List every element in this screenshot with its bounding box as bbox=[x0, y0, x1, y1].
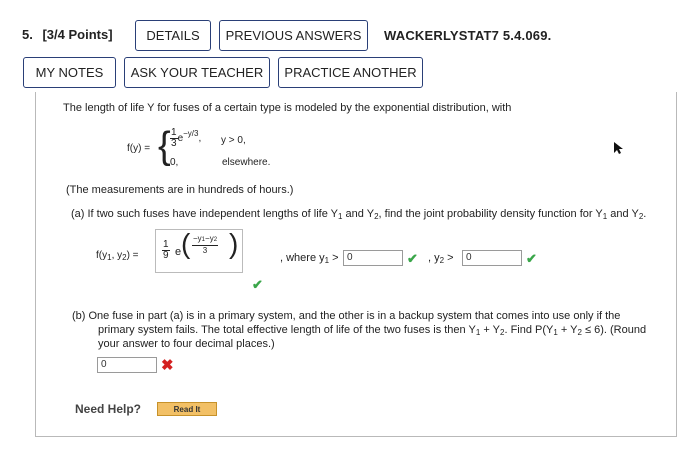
course-code: WACKERLYSTAT7 5.4.069. bbox=[384, 28, 552, 43]
joint-density-answer[interactable]: $\frac{1}{9}$ e ( $\frac{-y1-y2}{3}$ ) bbox=[155, 229, 243, 273]
fy-label: f(y) = bbox=[127, 143, 151, 154]
y2-bound-input[interactable]: 0 bbox=[462, 250, 522, 266]
case1-condition: y > 0, bbox=[221, 135, 246, 146]
practice-another-button[interactable]: PRACTICE ANOTHER bbox=[278, 57, 423, 88]
check-icon: ✔ bbox=[526, 251, 537, 266]
need-help-label: Need Help? bbox=[75, 402, 142, 416]
y1-bound-input[interactable]: 0 bbox=[343, 250, 403, 266]
units-note: (The measurements are in hundreds of hours.) bbox=[66, 184, 294, 196]
check-icon: ✔ bbox=[252, 277, 263, 292]
part-b-prompt-line1: (b) One fuse in part (a) is in a primary system, and the other is in a backup system that comes into use only if the bbox=[72, 310, 621, 322]
density-case2: 0, bbox=[170, 157, 179, 168]
brace-icon: { bbox=[158, 125, 171, 167]
density-case1: $\frac{1}{3}$ $e^{-y/3}$, bbox=[171, 127, 202, 149]
question-number: 5. [3/4 Points] bbox=[22, 27, 113, 42]
part-a-prompt: (a) If two such fuses have independent lengths of life $Y_1$ and $Y_2$, find the joint probability density function for $Y_1$ and $Y_2$. bbox=[71, 208, 647, 221]
y2-label: , $y_2$ > bbox=[428, 252, 454, 265]
previous-answers-button[interactable]: PREVIOUS ANSWERS bbox=[219, 20, 368, 51]
paren-left-icon: ( bbox=[181, 228, 191, 259]
joint-density-label: $f(y_1$, $y_2$) = bbox=[96, 250, 139, 262]
my-notes-button[interactable]: MY NOTES bbox=[23, 57, 116, 88]
where-label: , where $y_1$ > bbox=[280, 252, 339, 265]
check-icon: ✔ bbox=[407, 251, 418, 266]
details-button[interactable]: DETAILS bbox=[135, 20, 211, 51]
wrong-icon: ✖ bbox=[161, 357, 174, 374]
read-it-button[interactable]: Read It bbox=[157, 402, 217, 416]
cursor-icon bbox=[612, 141, 624, 155]
probability-input[interactable]: 0 bbox=[97, 357, 157, 373]
points-label: [3/4 Points] bbox=[42, 27, 113, 42]
ask-teacher-button[interactable]: ASK YOUR TEACHER bbox=[124, 57, 270, 88]
case2-condition: elsewhere. bbox=[222, 157, 271, 168]
problem-intro: The length of life Y for fuses of a certain type is modeled by the exponential distribution, with bbox=[63, 102, 512, 114]
part-b-prompt-line2: primary system fails. The total effective length of life of the two fuses is then $Y_1 + Y_2$. Find $P(Y_1 + Y_2 \le 6)$. (Round bbox=[98, 324, 647, 337]
paren-right-icon: ) bbox=[229, 228, 239, 259]
part-b-prompt-line3: your answer to four decimal places.) bbox=[98, 338, 275, 350]
